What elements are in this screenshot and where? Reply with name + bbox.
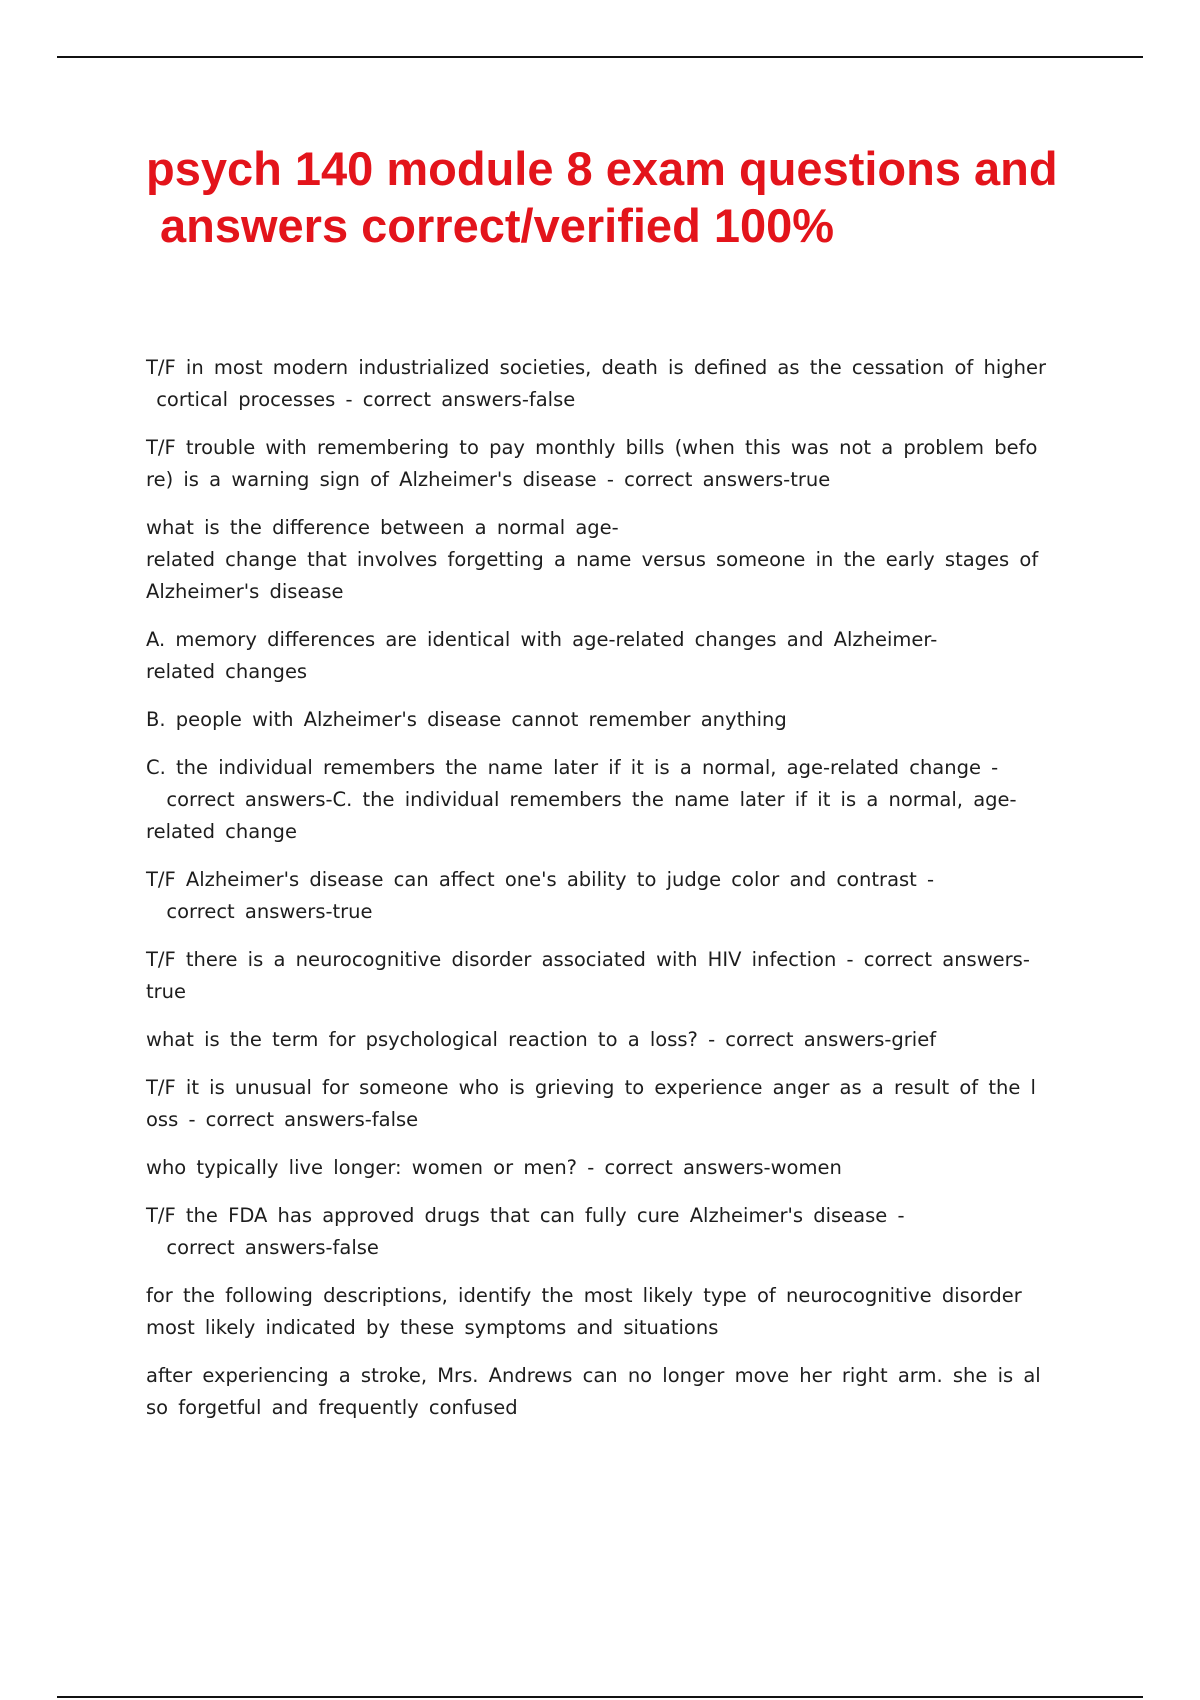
qa-paragraph: for the following descriptions, identify the most likely type of neurocognitive disorder most likely indicated by these symptoms and situations <box>146 1284 1022 1339</box>
qa-paragraph: T/F the FDA has approved drugs that can fully cure Alzheimer's disease - correct answers-false <box>146 1204 905 1259</box>
qa-paragraph: what is the difference between a normal age- related change that involves forgetting a name versus someone in the early stages of Alzheimer's disease <box>146 516 1039 603</box>
qa-paragraph: T/F in most modern industrialized societies, death is defined as the cessation of higher cortical processes - correct answers-false <box>146 356 1046 411</box>
qa-paragraph: T/F trouble with remembering to pay monthly bills (when this was not a problem befo re) is a warning sign of Alzheimer's disease - correct answers-true <box>146 436 1038 491</box>
qa-paragraph: after experiencing a stroke, Mrs. Andrews can no longer move her right arm. she is al so forgetful and frequently confused <box>146 1364 1041 1419</box>
qa-paragraph: T/F there is a neurocognitive disorder associated with HIV infection - correct answers- true <box>146 948 1030 1003</box>
qa-paragraph: T/F it is unusual for someone who is grieving to experience anger as a result of the l oss - correct answers-false <box>146 1076 1036 1131</box>
document-body <box>146 352 1082 1440</box>
title-line-2: answers correct/verified 100% <box>160 199 835 252</box>
header-rule <box>57 56 1143 58</box>
qa-paragraph: what is the term for psychological reaction to a loss? - correct answers-grief <box>146 1028 937 1051</box>
title-line-1: psych 140 module 8 exam questions and <box>146 142 1058 195</box>
answer-option: A. memory differences are identical with age-related changes and Alzheimer- related changes <box>146 628 938 683</box>
document-title <box>146 140 1106 254</box>
qa-paragraph: who typically live longer: women or men? - correct answers-women <box>146 1156 842 1179</box>
qa-paragraph: T/F Alzheimer's disease can affect one's ability to judge color and contrast - correct answers-true <box>146 868 935 923</box>
answer-option: C. the individual remembers the name later if it is a normal, age-related change - correct answers-C. the individual remembers the name later if it is a normal, age- related change <box>146 756 1017 843</box>
footer-rule <box>57 1696 1143 1698</box>
answer-option: B. people with Alzheimer's disease cannot remember anything <box>146 708 787 731</box>
